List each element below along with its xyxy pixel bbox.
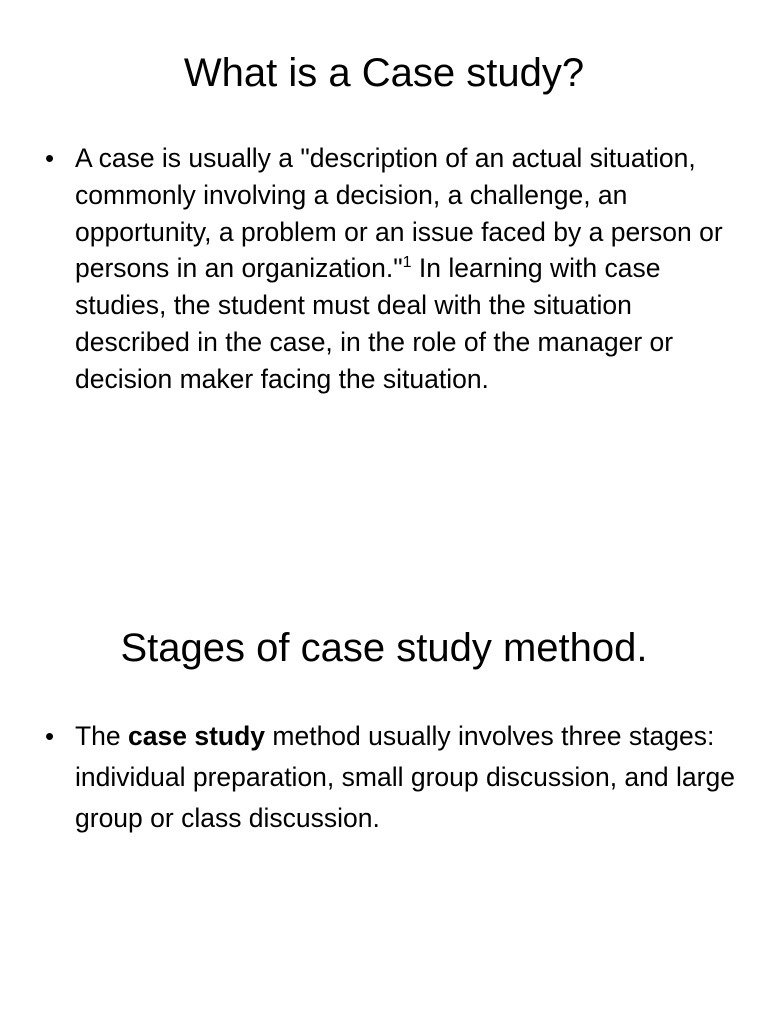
bullet-text-part: In learning with case studies, the student must deal with the situation described in the case, in the role of the manager or decision maker facing the situation. — [75, 253, 674, 394]
bullet-text — [75, 716, 735, 839]
slide-title: Stages of case study method. — [120, 626, 648, 670]
bold-term: case study — [128, 721, 266, 751]
bullet-item — [45, 140, 735, 398]
bullet-text — [75, 140, 735, 398]
slide-2 — [0, 512, 768, 1024]
bullet-text-part: method usually involves three stages: individual preparation, small group discussion, and large group or class discussion. — [75, 721, 735, 833]
footnote-marker: 1 — [402, 254, 412, 272]
bullet-item — [45, 716, 735, 839]
slide-title: What is a Case study? — [183, 51, 585, 95]
bullet-text-part: A case is usually a "description of an actual situation, commonly involving a decision, a challenge, an opportunity, a problem or an issue faced by a person or persons in an organization." — [75, 143, 723, 284]
bullet-marker: • — [45, 143, 55, 173]
bullet-marker: • — [45, 721, 55, 751]
bullet-text-part: The — [75, 721, 129, 751]
